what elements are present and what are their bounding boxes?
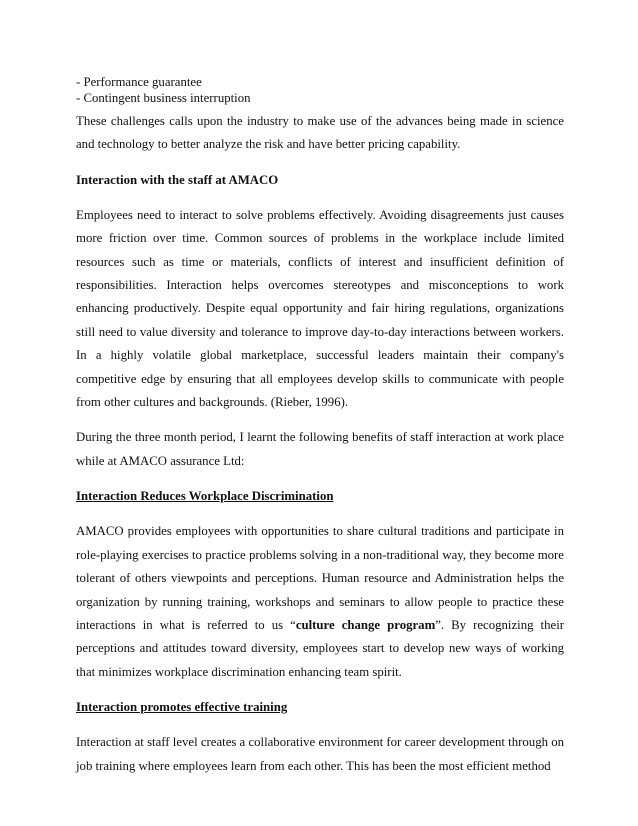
document-page	[76, 74, 564, 778]
paragraph-amaco	[76, 520, 564, 684]
heading-interaction-staff: Interaction with the staff at AMACO	[76, 172, 279, 187]
heading-reduces-discrimination: Interaction Reduces Workplace Discrimination	[76, 489, 334, 504]
bullet-item: - Performance guarantee	[76, 75, 202, 89]
paragraph-challenges: These challenges calls upon the industry to make use of the advances being made in science and technology to better analyze the risk and have better pricing capability.	[76, 114, 564, 152]
paragraph-amaco-start: AMACO provides employees with opportunities to share cultural traditions and participate in role-playing exercises to practice problems solving in a non-traditional way, they become more tolerant of others viewpoints and perceptions. Human resource and Administration helps the organization by running training, workshops and seminars to allow people to practice these interactions in what is referred to us “	[76, 524, 564, 632]
paragraph-training: Interaction at staff level creates a collaborative environment for career development through on job training where employees learn from each other. This has been the most efficient method	[76, 735, 564, 773]
paragraph-amaco-end: ”. By recognizing their perceptions and attitudes toward diversity, employees start to develop new ways of working that minimizes workplace discrimination enhancing team spirit.	[76, 617, 565, 679]
heading-effective-training: Interaction promotes effective training	[76, 700, 288, 715]
culture-change-program-term: culture change program	[295, 617, 436, 632]
bullet-list	[76, 74, 564, 106]
paragraph-employees: Employees need to interact to solve problems effectively. Avoiding disagreements just causes more friction over time. Common sources of problems in the workplace include limited resources such as time or materials, conflicts of interest and insufficient definition of responsibilities. Interaction helps overcomes stereotypes and misconceptions to work enhancing productively. Despite equal opportunity and fair hiring regulations, organizations still need to value diversity and tolerance to improve day-to-day interactions between workers. In a highly volatile global marketplace, successful leaders maintain their company's competitive edge by ensuring that all employees develop skills to communicate with people from other cultures and backgrounds. (Rieber, 1996).	[76, 207, 564, 410]
bullet-item: - Contingent business interruption	[76, 91, 251, 105]
paragraph-three-month-period: During the three month period, I learnt the following benefits of staff interaction at work place while at AMACO assurance Ltd:	[76, 430, 564, 468]
